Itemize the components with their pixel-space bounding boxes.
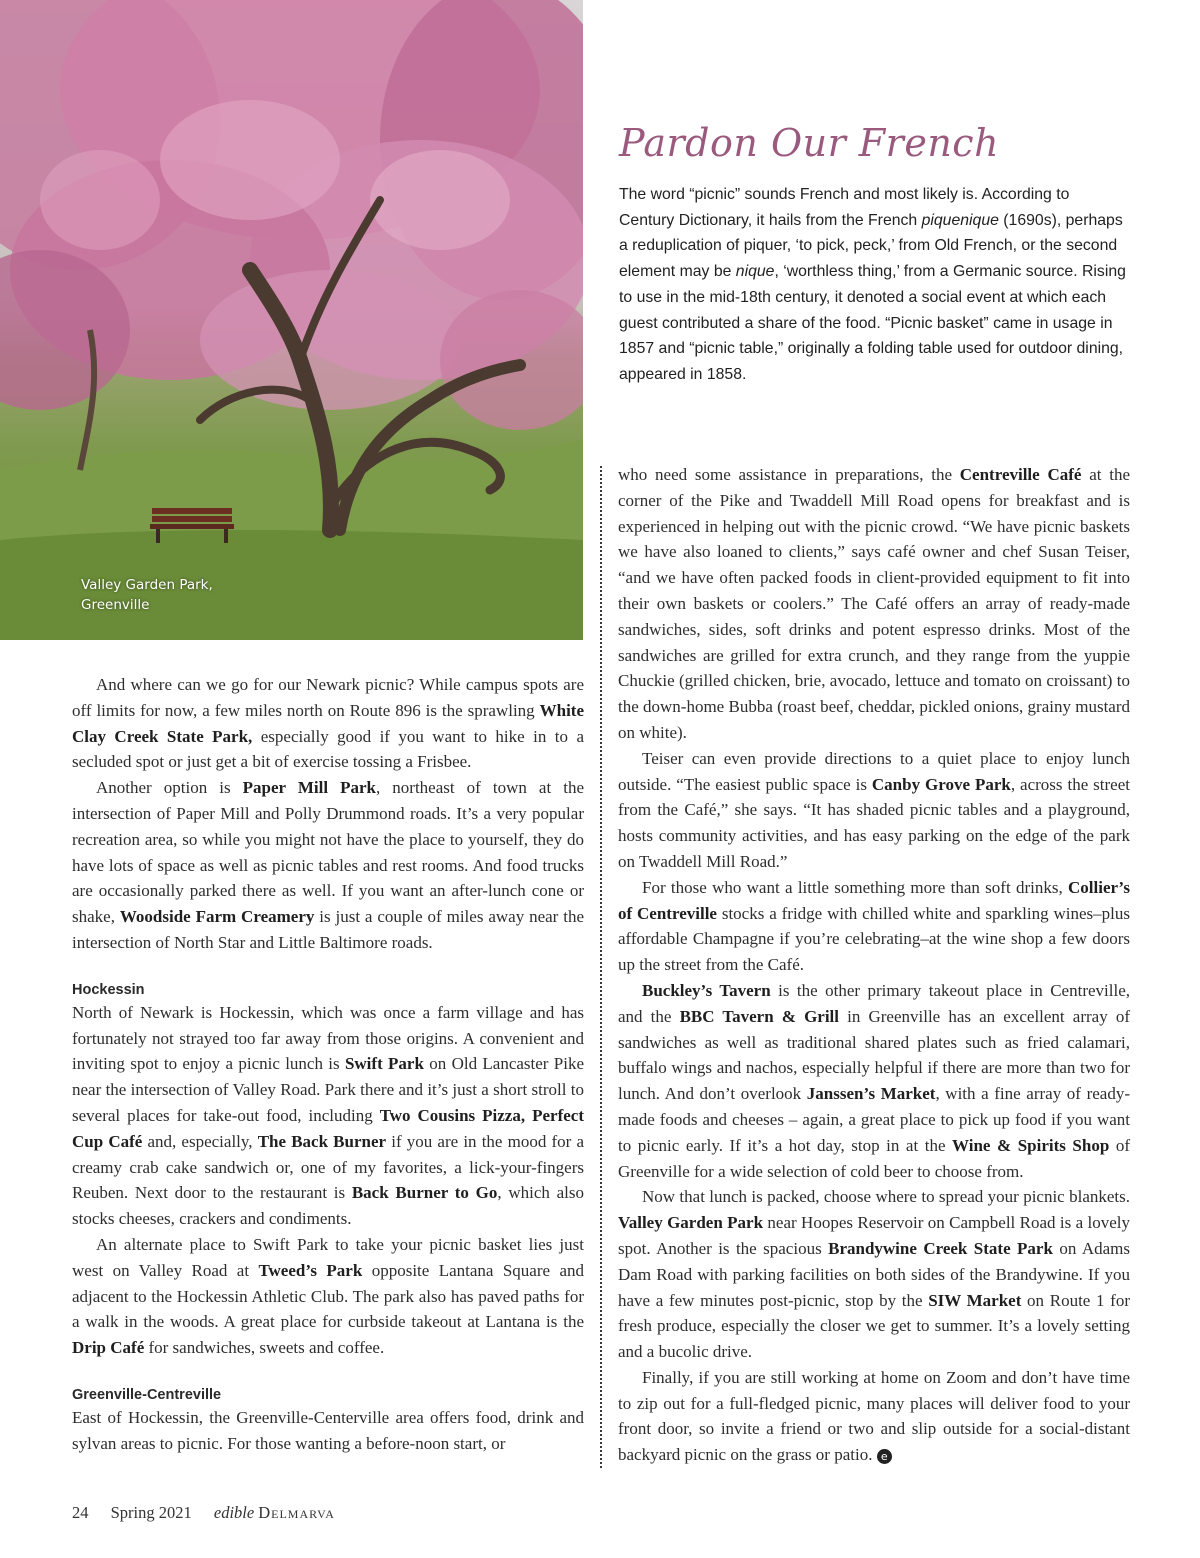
- paragraph: An alternate place to Swift Park to take your picnic basket lies just west on Valley Road at Tweed’s Park opposite Lantana Square and adjacent to the Hockessin Athletic Club. The park also has paved paths for a walk in the woods. A great place for curbside takeout at Lantana is the Drip Café for sandwiches, sweets and coffee.: [72, 1234, 585, 1358]
- brand-delmarva: Delmarva: [258, 1503, 335, 1522]
- paragraph: And where can we go for our Newark picnic? While campus spots are off limits for now, a few miles north on Route 896 is the sprawling White Clay Creek State Park, especially good if you want to hike in to a secluded spot or just get a bit of exercise tossing a Frisbee.: [72, 675, 584, 772]
- article-left-column: [72, 672, 584, 1457]
- paragraph: who need some assistance in preparations, the Centreville Café at the corner of the Pike and Twaddell Mill Road opens for breakfast and is experienced in helping out with the picnic crowd. “We have picnic baskets we have also loaned to clients,” says café owner and chef Susan Teiser, “and we have often packed foods in client-provided equipment to fit into their own baskets or coolers.” The Café offers an array of ready-made sandwiches, sides, soft drinks and potent espresso drinks. Most of the sandwiches are grilled for extra crunch, and they range from the yuppie Chuckie (grilled chicken, brie, avocado, lettuce and tomato on croissant) to the down-home Bubba (roast beef, cheddar, pickled onions, grainy mustard on white).: [618, 465, 1131, 742]
- caption-line-2: Greenville: [81, 597, 150, 613]
- paragraph: Teiser can even provide directions to a quiet place to enjoy lunch outside. “The easiest public space is Canby Grove Park, across the street from the Café,” she says. “It has shaded picnic tables and a playground, hosts community activities, and has easy parking on the edge of the park on Twaddell Mill Road.”: [618, 748, 1131, 871]
- paragraph: North of Newark is Hockessin, which was once a farm village and has fortunately not strayed too far away from those origins. A convenient and inviting spot to enjoy a picnic lunch is Swift Park on Old Lancaster Pike near the intersection of Valley Road. Park there and it’s just a short stroll to several places for take-out food, including Two Cousins Pizza, Perfect Cup Café and, especially, The Back Burner if you are in the mood for a creamy crab cake sandwich or, one of my favorites, a lick-your-fingers Reuben. Next door to the restaurant is Back Burner to Go, which also stocks cheeses, crackers and condiments.: [72, 1002, 585, 1229]
- paragraph: Another option is Paper Mill Park, northeast of town at the intersection of Paper Mill and Polly Drummond roads. It’s a very popular recreation area, so while you might not have the place to yourself, they do have lots of space as well as picnic tables and rest rooms. And food trucks are occasionally parked there as well. If you want an after-lunch cone or shake, Woodside Farm Creamery is just a couple of miles away near the intersection of North Star and Little Baltimore roads.: [72, 778, 584, 952]
- sidebar-body: The word “picnic” sounds French and most likely is. According to Century Dictionary, it hails from the French piquenique (1690s), perhaps a reduplication of piquer, ‘to pick, peck,’ from Old French, or the second element may be nique, ‘worthless thing,’ from a Germanic source. Rising to use in the mid-18th century, it denoted a social event at which each guest contributed a share of the food. “Picnic basket” came in usage in 1857 and “picnic table,” originally a folding table used for outdoor dining, appeared in 1858.: [619, 186, 1126, 383]
- paragraph: East of Hockessin, the Greenville-Centerville area offers food, drink and sylvan areas to picnic. For those wanting a before-noon start, or: [72, 1407, 584, 1453]
- issue-label: Spring 2021: [110, 1503, 192, 1522]
- subhead-greenville-centreville: Greenville-Centreville: [72, 1386, 222, 1403]
- article-right-column: [618, 462, 1130, 1468]
- paragraph: For those who want a little something more than soft drinks, Collier’s of Centreville stocks a fridge with chilled white and sparkling wines–plus affordable Champagne if you’re celebrating–at the wine shop a few doors up the street from the Café.: [618, 877, 1130, 975]
- photo-caption: [81, 575, 301, 615]
- column-divider: [600, 466, 602, 1468]
- page-number: 24: [72, 1503, 89, 1522]
- photo-valley-garden-park: [0, 0, 583, 640]
- sidebar-title: Pardon Our French: [619, 121, 1000, 165]
- paragraph: Buckley’s Tavern is the other primary takeout place in Centreville, and the BBC Tavern & Grill in Greenville has an excellent array of sandwiches as well as traditional shared plates such as fried calamari, buffalo wings and nachos, especially helpful if there are more than two for lunch. And don’t overlook Janssen’s Market, with a fine array of ready-made foods and cheeses – again, a great place to pick up food if you want to picnic early. If it’s a hot day, stop in at the Wine & Spirits Shop of Greenville for a wide selection of cold beer to choose from.: [618, 980, 1130, 1181]
- paragraph: Now that lunch is packed, choose where to spread your picnic blankets. Valley Garden Park near Hoopes Reservoir on Campbell Road is a lovely spot. Another is the spacious Brandywine Creek State Park on Adams Dam Road with parking facilities on both sides of the Brandywine. If you have a few minutes post-picnic, stop by the SIW Market on Route 1 for fresh produce, especially the closer we get to summer. It’s a lovely setting and a bucolic drive.: [618, 1187, 1131, 1362]
- brand-edible: edible: [213, 1503, 255, 1522]
- edible-end-mark-icon: e: [877, 1449, 892, 1464]
- caption-line-1: Valley Garden Park,: [81, 577, 213, 593]
- magnolia-tree-illustration: [0, 0, 583, 640]
- page-footer: [72, 1503, 353, 1523]
- subhead-hockessin: Hockessin: [72, 981, 145, 998]
- paragraph: Finally, if you are still working at home on Zoom and don’t have time to zip out for a full-fledged picnic, many places will deliver food to your front door, so invite a friend or two and slip outside for a social-distant backyard picnic on the grass or patio. e: [618, 1367, 1130, 1465]
- sidebar-pardon-our-french: [619, 118, 1129, 388]
